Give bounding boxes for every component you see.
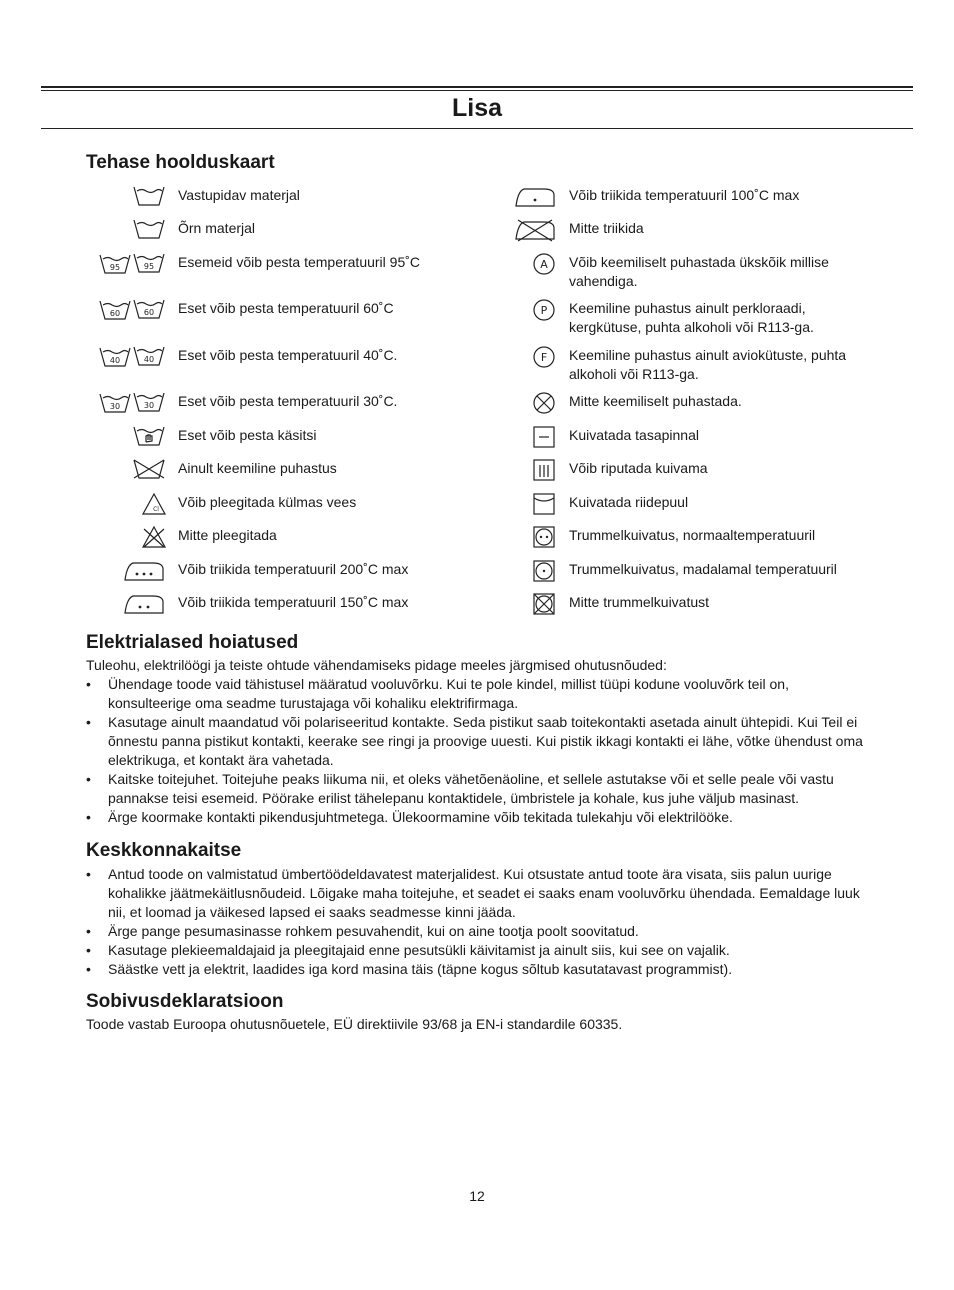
svg-text:60: 60 [109, 309, 121, 318]
wash-tub-icon [133, 185, 165, 207]
header-rule-bottom [41, 128, 913, 129]
care-label: Eset võib pesta temperatuuril 40˚C. [178, 347, 398, 363]
care-label: Võib pleegitada külmas vees [178, 494, 357, 510]
environment-section [86, 865, 876, 979]
wash-40-icon [133, 345, 165, 367]
page-title: Lisa [451, 94, 503, 122]
iron-2-dots-icon [123, 592, 165, 616]
care-label: Ainult keemiline puhastus [178, 460, 337, 476]
iron-1-dot-icon [514, 185, 556, 209]
line-dry-icon [532, 492, 556, 516]
header-rule-top [41, 86, 913, 88]
svg-text:30: 30 [109, 402, 121, 411]
care-label: Võib triikida temperatuuril 200˚C max [178, 561, 409, 577]
wash-30-icon [133, 391, 165, 413]
page-number: 12 [469, 1188, 485, 1204]
care-heading: Tehase hoolduskaart [86, 152, 275, 173]
svg-text:F: F [540, 351, 548, 364]
care-label: Mitte pleegitada [178, 527, 277, 543]
care-label: Trummelkuivatus, normaaltemperatuuril [569, 527, 816, 543]
list-item: • Ärge pange pesumasinasse rohkem pesuvahendit, kui on aine tootja poolt soovitatud. [86, 922, 876, 941]
dry-flat-icon [532, 425, 556, 449]
care-label: Eset võib pesta käsitsi [178, 427, 317, 443]
tumble-dry-normal-icon [532, 525, 556, 549]
do-not-bleach-icon [141, 525, 167, 549]
header-rule-top-thin [41, 90, 913, 91]
bleach-cl-icon [141, 492, 167, 516]
care-label: Mitte trummelkuivatust [569, 594, 710, 610]
wash-40-icon [99, 346, 131, 368]
care-label: Võib keemiliselt puhastada ükskõik millise vahendiga. [569, 254, 829, 289]
environment-heading: Keskkonnakaitse [86, 840, 242, 861]
svg-text:40: 40 [143, 355, 155, 364]
drip-dry-icon [532, 458, 556, 482]
conformity-text: Toode vastab Euroopa ohutusnõuetele, EÜ direktiivile 93/68 ja EN-i standardile 60335. [86, 1016, 623, 1032]
list-item: • Kasutage ainult maandatud või polariseeritud kontakte. Seda pistikut saab toitekontakti asetada ainult ühtepidi. Kui Teil ei õnnestu panna pistikut kontakti, keerake see ringi ja proovige uuesti. Kui pistik ikkagi kontakti ei lähe, võtke ühendust oma elektrikuga, et kontakt ära vahetada. [86, 713, 876, 770]
wash-tub-delicate-icon [133, 218, 165, 240]
care-label: Keemiline puhastus ainult perkloraadi, kergkütuse, puhta alkoholi või R113-ga. [569, 300, 814, 335]
svg-text:Cl: Cl [153, 506, 159, 513]
svg-text:60: 60 [143, 308, 155, 317]
list-item: • Ärge koormake kontakti pikendusjuhtmetega. Ülekoormamine võib tekitada tulekahju või elektrilööke. [86, 808, 876, 827]
care-label: Kuivatada tasapinnal [569, 427, 699, 443]
care-label: Kuivatada riidepuul [569, 494, 689, 510]
electrical-intro: Tuleohu, elektrilöögi ja teiste ohtude vähendamiseks pidage meeles järgmised ohutusnõuded: [86, 657, 667, 673]
do-not-tumble-dry-icon [532, 592, 556, 616]
wash-60-icon [99, 299, 131, 321]
care-label: Vastupidav materjal [178, 187, 300, 203]
do-not-dryclean-icon [532, 391, 556, 415]
care-label: Õrn materjal [178, 220, 256, 236]
list-item: • Säästke vett ja elektrit, laadides iga kord masina täis (täpne kogus sõltub kasutatavast programmist). [86, 960, 876, 979]
list-item: • Kasutage plekieemaldajaid ja pleegitajaid enne pesutsükli käivitamist ja ainult siis, kui see on vajalik. [86, 941, 876, 960]
wash-95-icon [133, 252, 165, 274]
do-not-iron-icon [514, 218, 556, 242]
svg-text:95: 95 [109, 263, 121, 272]
care-label: Keemiline puhastus ainult aviokütuste, puhta alkoholi või R113-ga. [569, 347, 847, 382]
list-item: • Antud toode on valmistatud ümbertöödeldavatest materjalidest. Kui otsustate antud toote ära visata, siis palun uurige kohalikke jäätmekäitlusnõudeid. Lõigake maha toitejuhe, et seadet ei saaks enam vooluvõrku ühendada. Eemaldage luuk nii, et loomad ja väikesed lapsed ei saaks seadmesse kinni jääda. [86, 865, 876, 922]
care-label: Eset võib pesta temperatuuril 60˚C [178, 300, 394, 316]
care-label: Trummelkuivatus, madalamal temperatuuril [569, 561, 837, 577]
dryclean-a-icon [532, 252, 556, 276]
svg-text:P: P [540, 304, 548, 317]
tumble-dry-low-icon [532, 559, 556, 583]
care-label: Võib triikida temperatuuril 150˚C max [178, 594, 409, 610]
electrical-list [86, 675, 876, 827]
electrical-section [86, 656, 876, 827]
svg-text:40: 40 [109, 356, 121, 365]
hand-wash-icon [133, 425, 165, 447]
list-item: • Kaitske toitejuhet. Toitejuhe peaks liikuma nii, et oleks vähetõenäoline, et sellele astutakse või et selle peale või vastu pannakse teisi esemeid. Pöörake erilist tähelepanu kontaktidele, ümbristele ja kohale, kus juhe väljub masinast. [86, 770, 876, 808]
electrical-heading: Elektrialased hoiatused [86, 632, 299, 653]
wash-60-icon [133, 298, 165, 320]
svg-text:A: A [540, 258, 548, 271]
do-not-wash-icon [133, 458, 165, 480]
conformity-heading: Sobivusdeklaratsioon [86, 991, 284, 1012]
wash-95-icon [99, 253, 131, 275]
list-item: • Ühendage toode vaid tähistusel määratud vooluvõrku. Kui te pole kindel, millist tüüpi kodune vooluvõrk teil on, konsulteerige oma seadme turustajaga või kohaliku elektrifirmaga. [86, 675, 876, 713]
care-label: Esemeid võib pesta temperatuuril 95˚C [178, 254, 421, 270]
care-label: Mitte keemiliselt puhastada. [569, 393, 742, 409]
care-label: Mitte triikida [569, 220, 644, 236]
environment-list [86, 865, 876, 979]
svg-text:95: 95 [143, 262, 155, 271]
dryclean-p-icon [532, 298, 556, 322]
care-label: Eset võib pesta temperatuuril 30˚C. [178, 393, 398, 409]
svg-text:30: 30 [143, 401, 155, 410]
iron-3-dots-icon [123, 559, 165, 583]
care-label: Võib riputada kuivama [569, 460, 708, 476]
dryclean-f-icon [532, 345, 556, 369]
wash-30-icon [99, 392, 131, 414]
care-label: Võib triikida temperatuuril 100˚C max [569, 187, 800, 203]
